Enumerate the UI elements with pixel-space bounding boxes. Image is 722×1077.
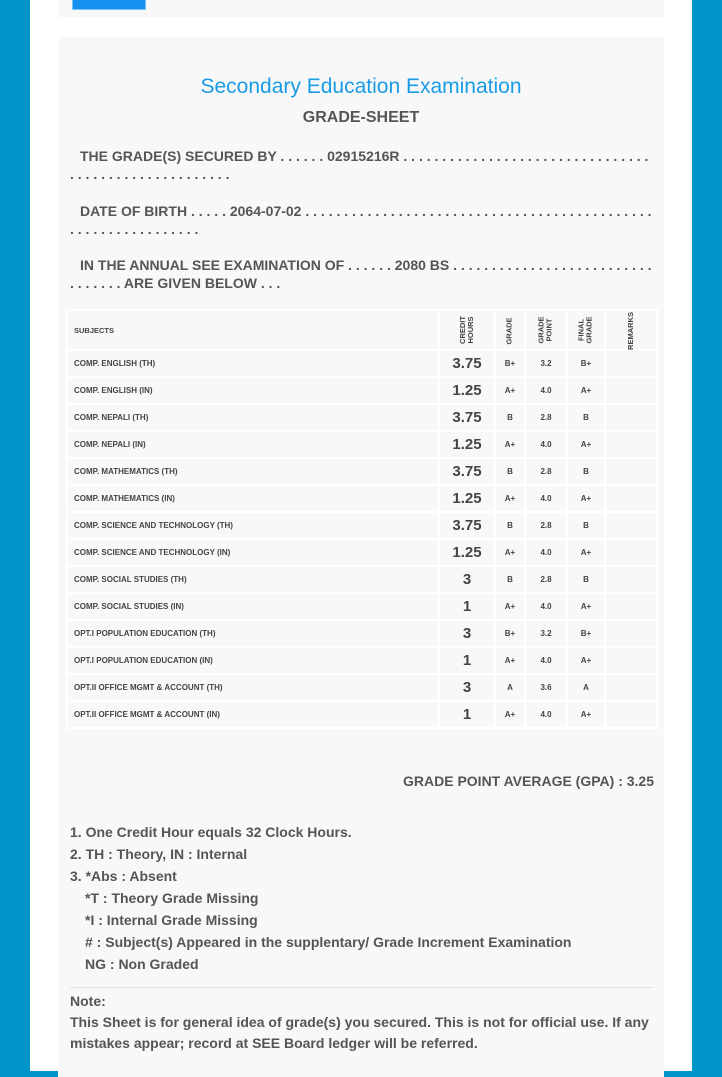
credit-hours: 3 (439, 674, 495, 701)
subject: COMP. ENGLISH (IN) (67, 377, 439, 404)
note-item: # : Subject(s) Appeared in the supplentary/ Grade Increment Examination (85, 934, 572, 950)
remarks (605, 431, 657, 458)
final-grade: A+ (567, 701, 605, 728)
final-grade: A (567, 674, 605, 701)
subject: COMP. SCIENCE AND TECHNOLOGY (IN) (67, 539, 439, 566)
remarks (605, 647, 657, 674)
grade: B (495, 512, 525, 539)
note-item: 2. TH : Theory, IN : Internal (70, 846, 248, 862)
credit-hours: 1 (439, 647, 495, 674)
grade: A+ (495, 539, 525, 566)
grade-point: 4.0 (525, 593, 567, 620)
remarks (605, 674, 657, 701)
grade-point: 4.0 (525, 431, 567, 458)
column-header: SUBJECTS (67, 310, 439, 350)
final-grade: A+ (567, 485, 605, 512)
date-of-birth: DATE OF BIRTH . . . . . 2064-07-02 . . . . . . . . . . . . . . . . . . . . . . . . . . . . . . . . . . . . . . . . . . . . . . . . . . . . . . . . . . . . . . (70, 203, 652, 237)
remarks (605, 701, 657, 728)
grade: A+ (495, 377, 525, 404)
grade: B+ (495, 350, 525, 377)
grade-point: 3.2 (525, 620, 567, 647)
subject: COMP. ENGLISH (TH) (67, 350, 439, 377)
grade-point: 4.0 (525, 539, 567, 566)
subject: OPT.I POPULATION EDUCATION (TH) (67, 620, 439, 647)
grade-point: 2.8 (525, 458, 567, 485)
grade: A+ (495, 593, 525, 620)
column-header (495, 310, 525, 350)
table-row (67, 593, 657, 620)
exam-info: IN THE ANNUAL SEE EXAMINATION OF . . . . . . 2080 BS . . . . . . . . . . . . . . . . . . . . . . . . . . . . . . . . . ARE GIVEN BELOW . . . (70, 257, 652, 291)
grade-point: 4.0 (525, 377, 567, 404)
table-row (67, 701, 657, 728)
divider (70, 987, 654, 988)
table-row (67, 485, 657, 512)
final-grade: A+ (567, 377, 605, 404)
table-row (67, 404, 657, 431)
grade: A+ (495, 701, 525, 728)
subject: COMP. NEPALI (TH) (67, 404, 439, 431)
column-header-label: FINAL GRADE (577, 316, 594, 344)
grade: A+ (495, 647, 525, 674)
note-item: *T : Theory Grade Missing (85, 890, 259, 906)
grade-point: 4.0 (525, 647, 567, 674)
remarks (605, 620, 657, 647)
page (30, 0, 692, 1071)
subject: COMP. MATHEMATICS (TH) (67, 458, 439, 485)
remarks (605, 404, 657, 431)
credit-hours: 3.75 (439, 458, 495, 485)
grade: B (495, 404, 525, 431)
grade: B (495, 566, 525, 593)
credit-hours: 1 (439, 701, 495, 728)
grade: A+ (495, 431, 525, 458)
subject: COMP. SCIENCE AND TECHNOLOGY (TH) (67, 512, 439, 539)
subject: OPT.II OFFICE MGMT & ACCOUNT (TH) (67, 674, 439, 701)
note-text: This Sheet is for general idea of grade(s) you secured. This is not for official use. If any mistakes appear; record at SEE Board ledger will be referred. (70, 1014, 649, 1051)
remarks (605, 458, 657, 485)
column-header (567, 310, 605, 350)
credit-hours: 3.75 (439, 512, 495, 539)
grade: B+ (495, 620, 525, 647)
credit-hours: 1.25 (439, 431, 495, 458)
subject: COMP. MATHEMATICS (IN) (67, 485, 439, 512)
table-row (67, 377, 657, 404)
grade-point: 3.6 (525, 674, 567, 701)
grade-table (66, 309, 658, 729)
grade-point: 4.0 (525, 485, 567, 512)
subject: COMP. NEPALI (IN) (67, 431, 439, 458)
note-label: Note: (70, 993, 106, 1009)
credit-hours: 1.25 (439, 377, 495, 404)
note-item: 3. *Abs : Absent (70, 868, 177, 884)
grade: B (495, 458, 525, 485)
final-grade: B (567, 458, 605, 485)
top-button[interactable] (72, 0, 146, 10)
table-row (67, 620, 657, 647)
credit-hours: 1.25 (439, 539, 495, 566)
final-grade: B+ (567, 620, 605, 647)
secured-by: THE GRADE(S) SECURED BY . . . . . . 02915216R . . . . . . . . . . . . . . . . . . . . . . . . . . . . . . . . . . . . . . . . . . . . . . . . . . . . . (70, 148, 649, 182)
remarks (605, 566, 657, 593)
subject: COMP. SOCIAL STUDIES (IN) (67, 593, 439, 620)
final-grade: B (567, 566, 605, 593)
column-header-label: GRADE (505, 316, 514, 345)
final-grade: A+ (567, 539, 605, 566)
legend-notes (70, 821, 571, 975)
table-row (67, 539, 657, 566)
table-row (67, 350, 657, 377)
grade-point: 4.0 (525, 701, 567, 728)
final-grade: A+ (567, 647, 605, 674)
remarks (605, 350, 657, 377)
column-header (439, 310, 495, 350)
credit-hours: 1 (439, 593, 495, 620)
column-header (525, 310, 567, 350)
final-grade: B (567, 404, 605, 431)
remarks (605, 539, 657, 566)
final-grade: B (567, 512, 605, 539)
table-row (67, 431, 657, 458)
table-row (67, 458, 657, 485)
gpa: GRADE POINT AVERAGE (GPA) : 3.25 (403, 773, 654, 789)
credit-hours: 3 (439, 620, 495, 647)
disclaimer (70, 991, 650, 1054)
subject: OPT.II OFFICE MGMT & ACCOUNT (IN) (67, 701, 439, 728)
subject: COMP. SOCIAL STUDIES (TH) (67, 566, 439, 593)
credit-hours: 3.75 (439, 404, 495, 431)
top-bar (58, 0, 664, 17)
grade: A+ (495, 485, 525, 512)
grade-sheet-card (58, 37, 664, 1077)
table-row (67, 566, 657, 593)
remarks (605, 485, 657, 512)
credit-hours: 1.25 (439, 485, 495, 512)
grade-point: 2.8 (525, 512, 567, 539)
column-header-label: REMARKS (625, 311, 635, 350)
credit-hours: 3 (439, 566, 495, 593)
grade-point: 2.8 (525, 566, 567, 593)
final-grade: A+ (567, 593, 605, 620)
final-grade: B+ (567, 350, 605, 377)
note-item: NG : Non Graded (85, 956, 199, 972)
grade-point: 2.8 (525, 404, 567, 431)
column-header-label: GRADE POINT (537, 316, 554, 344)
grade-sheet-heading: GRADE-SHEET (302, 109, 420, 126)
note-item: *I : Internal Grade Missing (85, 912, 258, 928)
table-row (67, 512, 657, 539)
column-header-label: CREDIT HOURS (457, 316, 475, 344)
grade-point: 3.2 (525, 350, 567, 377)
table-row (67, 674, 657, 701)
note-item: 1. One Credit Hour equals 32 Clock Hours. (70, 824, 352, 840)
table-row (67, 647, 657, 674)
remarks (605, 512, 657, 539)
remarks (605, 377, 657, 404)
final-grade: A+ (567, 431, 605, 458)
column-header (605, 310, 657, 350)
credit-hours: 3.75 (439, 350, 495, 377)
subject: OPT.I POPULATION EDUCATION (IN) (67, 647, 439, 674)
exam-title: Secondary Education Examination (200, 75, 522, 98)
grade: A (495, 674, 525, 701)
remarks (605, 593, 657, 620)
